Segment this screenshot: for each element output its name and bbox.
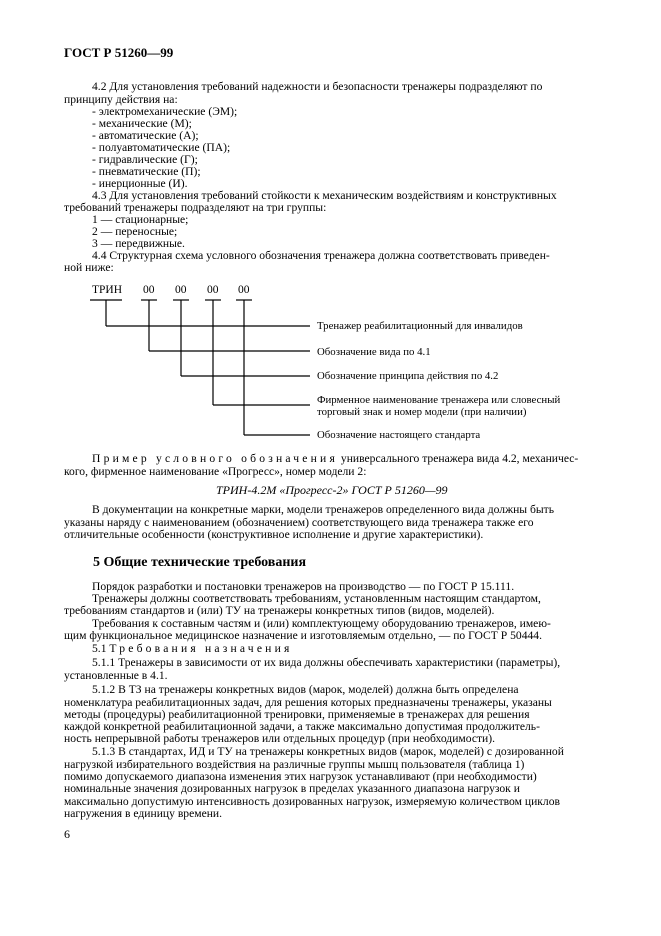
list-item: - инерционные (И).: [92, 177, 188, 190]
page-number: 6: [64, 827, 70, 841]
s512-line: методы (процедуры) реабилитационной тренировки, применяемые в тренажерах для решения: [64, 708, 530, 721]
section-5-title: 5 Общие технические требования: [93, 555, 307, 570]
diagram-label: Обозначение настоящего стандарта: [317, 429, 481, 441]
code-part: 00: [143, 284, 155, 296]
example-spaced-heading: Пример условного обозначения: [92, 452, 338, 465]
s513-line: максимально допустимую интенсивность дозированных нагрузок, измеряемую количеством циклов: [64, 795, 560, 808]
s5-line: Тренажеры должны соответствовать требованиям, установленным настоящим стандартом,: [92, 592, 541, 605]
para-4-4-line2: ной ниже:: [64, 261, 114, 274]
para-4-2-line1: 4.2 Для установления требований надежности и безопасности тренажеры подразделяют по: [92, 80, 543, 93]
diagram-label: Обозначение принципа действия по 4.2: [317, 370, 499, 382]
s512-line: каждой конкретной реабилитационной задачи, а также максимально допустимая продолжитель-: [64, 720, 540, 733]
s513-line: нагружения в единицу времени.: [64, 807, 223, 820]
diagram-label: Тренажер реабилитационный для инвалидов: [317, 320, 523, 332]
diagram-label: Фирменное наименование тренажера или словесный: [317, 394, 561, 406]
s512-line: ность непрерывной работы тренажеров или отдельных процедур (при необходимости).: [64, 732, 495, 745]
example-line1: [92, 452, 578, 465]
s5-line: Порядок разработки и постановки тренажеров на производство — по ГОСТ Р 15.111.: [92, 580, 515, 593]
example-designation: ТРИН-4.2М «Прогресс-2» ГОСТ Р 51260—99: [216, 483, 448, 497]
s5-line: Требования к составным частям и (или) комплектующему оборудованию тренажеров, имею-: [92, 617, 551, 630]
subsection-5-1-title: [92, 642, 293, 655]
code-part: 00: [175, 284, 187, 296]
doc-para-line: отличительные особенности (конструктивное исполнение и другие характеристики).: [64, 528, 484, 541]
example-line1-rest: универсального тренажера вида 4.2, механичес-: [338, 452, 579, 465]
s513-line: 5.1.3 В стандартах, ИД и ТУ на тренажеры конкретных видов (марок, моделей) с дозированной: [92, 745, 564, 758]
diagram-label: Обозначение вида по 4.1: [317, 346, 431, 358]
list-item: - электромеханические (ЭМ);: [92, 105, 238, 118]
para-4-4-line1: 4.4 Структурная схема условного обозначения тренажера должна соответствовать приведен-: [92, 249, 550, 262]
para-4-3-line2: требований тренажеры подразделяют на три группы:: [64, 201, 327, 214]
code-part: 00: [207, 284, 219, 296]
subsection-number: 5.1: [92, 642, 110, 655]
example-line2: кого, фирменное наименование «Прогресс», номер модели 2:: [64, 465, 367, 478]
s5-line: требованиям стандартов и (или) ТУ на тренажеры конкретных типов (видов, моделей).: [64, 604, 495, 617]
list-item: - пневматические (П);: [92, 165, 201, 178]
s512-line: номенклатура реабилитационных задач, для решения которых предназначены тренажеры, указаны: [64, 696, 552, 709]
doc-para-line: указаны наряду с наименованием (обозначением) соответствующего вида тренажера также его: [64, 516, 534, 529]
para-4-3-line1: 4.3 Для установления требований стойкости к механическим воздействиям и конструктивных: [92, 189, 557, 202]
code-part: 00: [238, 284, 250, 296]
s513-line: нагрузкой избирательного воздействия на различные группы мышц пользователя (таблица 1): [64, 758, 525, 771]
list-item: 1 — стационарные;: [92, 213, 189, 226]
document-header: ГОСТ Р 51260—99: [64, 45, 174, 60]
subsection-title: Требования назначения: [109, 642, 293, 655]
code-prefix: ТРИН: [92, 284, 123, 296]
diagram-label: торговый знак и номер модели (при наличии): [317, 406, 527, 418]
list-item: 2 — переносные;: [92, 225, 178, 238]
s5-line: щим функциональное медицинское назначение и изготовляемым отдельно, — по ГОСТ Р 50444.: [64, 629, 542, 642]
list-item: - механические (М);: [92, 117, 192, 130]
doc-para-line: В документации на конкретные марки, модели тренажеров определенного вида должны быть: [92, 503, 555, 516]
s512-line: 5.1.2 В ТЗ на тренажеры конкретных видов (марок, моделей) должна быть определена: [92, 683, 519, 696]
list-item: - полуавтоматические (ПА);: [92, 141, 231, 154]
s513-line: номинальные значения дозированных нагрузок в пределах указанного диапазона нагрузок и: [64, 782, 520, 795]
s511-line: 5.1.1 Тренажеры в зависимости от их вида должны обеспечивать характеристики (параметры),: [92, 656, 561, 669]
s513-line: помимо допускаемого диапазона изменения этих нагрузок устанавливают (при необходимости): [64, 770, 537, 783]
list-item: - автоматические (А);: [92, 129, 199, 142]
s511-line: установленные в 4.1.: [64, 669, 168, 682]
para-4-2-line2: принципу действия на:: [64, 93, 178, 106]
list-item: - гидравлические (Г);: [92, 153, 198, 166]
list-item: 3 — передвижные.: [92, 237, 185, 250]
